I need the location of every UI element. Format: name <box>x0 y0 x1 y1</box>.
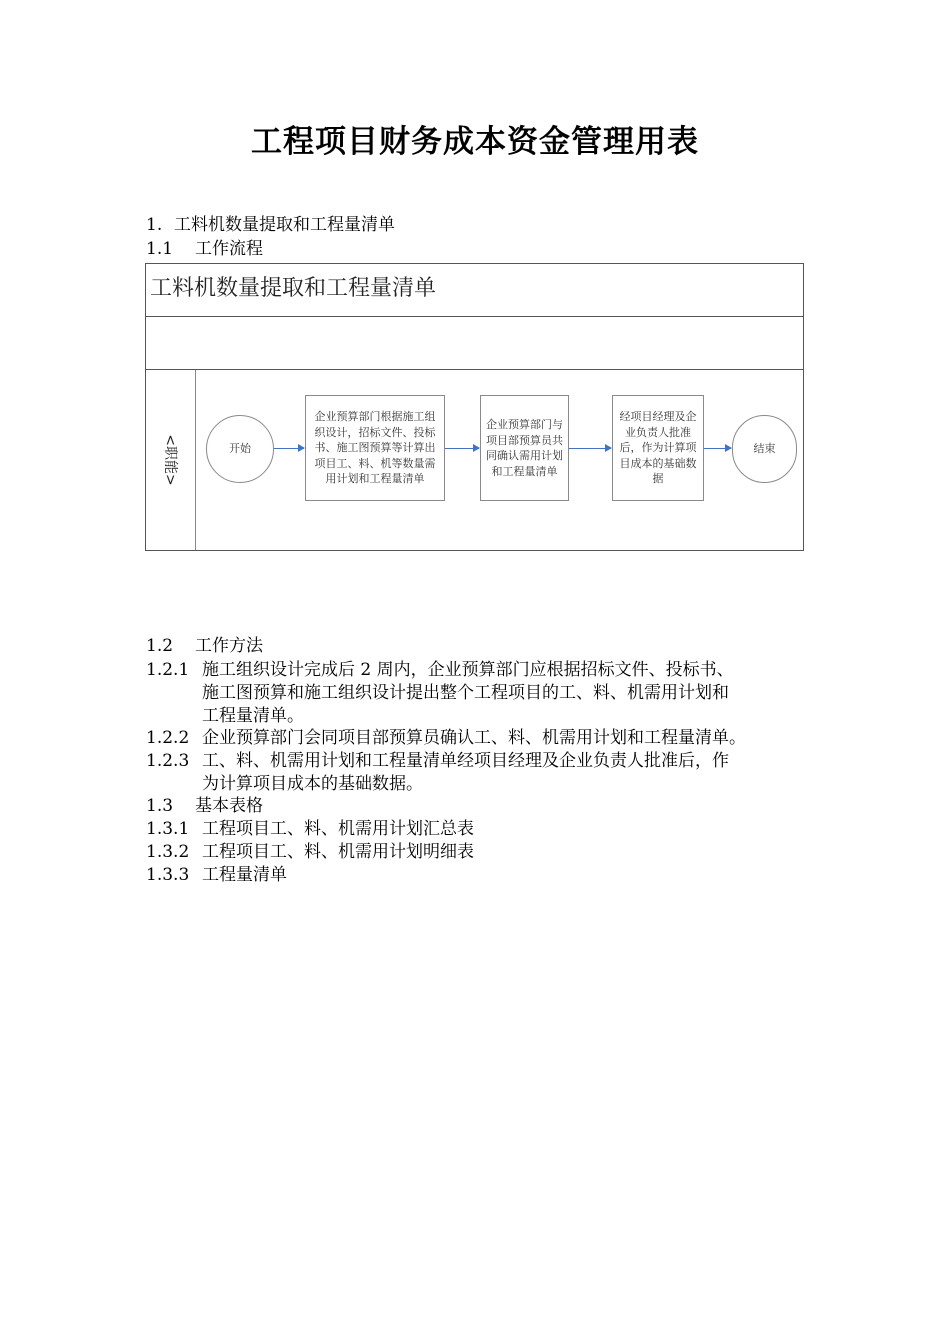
section-1-3 <box>146 795 263 818</box>
flow-start-label: 开始 <box>229 442 251 456</box>
section-text: 工料机数量提取和工程量清单 <box>174 215 395 235</box>
section-1-2-1-line3: 工程量清单。 <box>202 706 304 726</box>
section-number: 1.1 <box>146 239 174 259</box>
section-text-line1: 工、料、机需用计划和工程量清单经项目经理及企业负责人批准后，作 <box>202 751 729 771</box>
flow-arrow <box>704 448 731 449</box>
section-number: 1.3 <box>146 796 174 816</box>
page-title: 工程项目财务成本资金管理用表 <box>251 124 699 160</box>
flow-end-node <box>732 415 797 483</box>
flow-step-3-label: 经项目经理及企业负责人批准后，作为计算项目成本的基础数据 <box>619 410 697 486</box>
section-1-2-1 <box>146 659 734 682</box>
section-text: 基本表格 <box>195 796 263 816</box>
section-text: 企业预算部门会同项目部预算员确认工、料、机需用计划和工程量清单。 <box>202 728 746 748</box>
section-1-3-1 <box>146 818 474 841</box>
section-number: 1. <box>146 215 163 235</box>
section-number: 1.2 <box>146 636 174 656</box>
flow-step-2 <box>480 395 569 501</box>
flow-step-3 <box>612 395 704 501</box>
flowchart <box>145 263 804 551</box>
section-1-2-1-line2: 施工图预算和施工组织设计提出整个工程项目的工、料、机需用计划和 <box>202 683 729 703</box>
section-text: 工作流程 <box>195 239 263 259</box>
section-1-2-3 <box>146 750 729 773</box>
section-1 <box>146 214 395 237</box>
section-number: 1.2.1 <box>146 660 190 680</box>
flow-start-node <box>206 415 274 483</box>
flow-step-1-label: 企业预算部门根据施工组织设计，招标文件、投标书、施工图预算等计算出项目工、料、机等数量需用计划和工程量清单 <box>314 410 436 486</box>
flow-arrow <box>274 448 304 449</box>
lane-label-cell <box>146 370 196 550</box>
section-number: 1.3.3 <box>146 865 190 885</box>
section-1-2-2 <box>146 727 746 750</box>
section-text: 工作方法 <box>195 636 263 656</box>
lane-label: <职能> <box>162 434 178 486</box>
section-number: 1.3.1 <box>146 819 190 839</box>
flow-step-1 <box>305 395 445 501</box>
section-text: 工程项目工、料、机需用计划汇总表 <box>202 819 474 839</box>
section-number: 1.3.2 <box>146 842 190 862</box>
section-1-2-3-line2: 为计算项目成本的基础数据。 <box>202 774 423 794</box>
flowchart-blank-row <box>146 317 803 370</box>
section-text: 工程项目工、料、机需用计划明细表 <box>202 842 474 862</box>
section-text: 工程量清单 <box>202 865 287 885</box>
section-number: 1.2.3 <box>146 751 190 771</box>
section-number: 1.2.2 <box>146 728 190 748</box>
section-1-1 <box>146 238 263 261</box>
section-1-3-2 <box>146 841 474 864</box>
flow-end-label: 结束 <box>753 442 776 456</box>
section-text-line1: 施工组织设计完成后 2 周内，企业预算部门应根据招标文件、投标书、 <box>202 660 734 680</box>
flow-step-2-label: 企业预算部门与项目部预算员共同确认需用计划和工程量清单 <box>486 418 563 478</box>
flow-arrow <box>445 448 479 449</box>
flowchart-title: 工料机数量提取和工程量清单 <box>146 264 803 317</box>
flow-arrow <box>569 448 611 449</box>
section-1-3-3 <box>146 864 287 887</box>
section-1-2 <box>146 635 263 658</box>
